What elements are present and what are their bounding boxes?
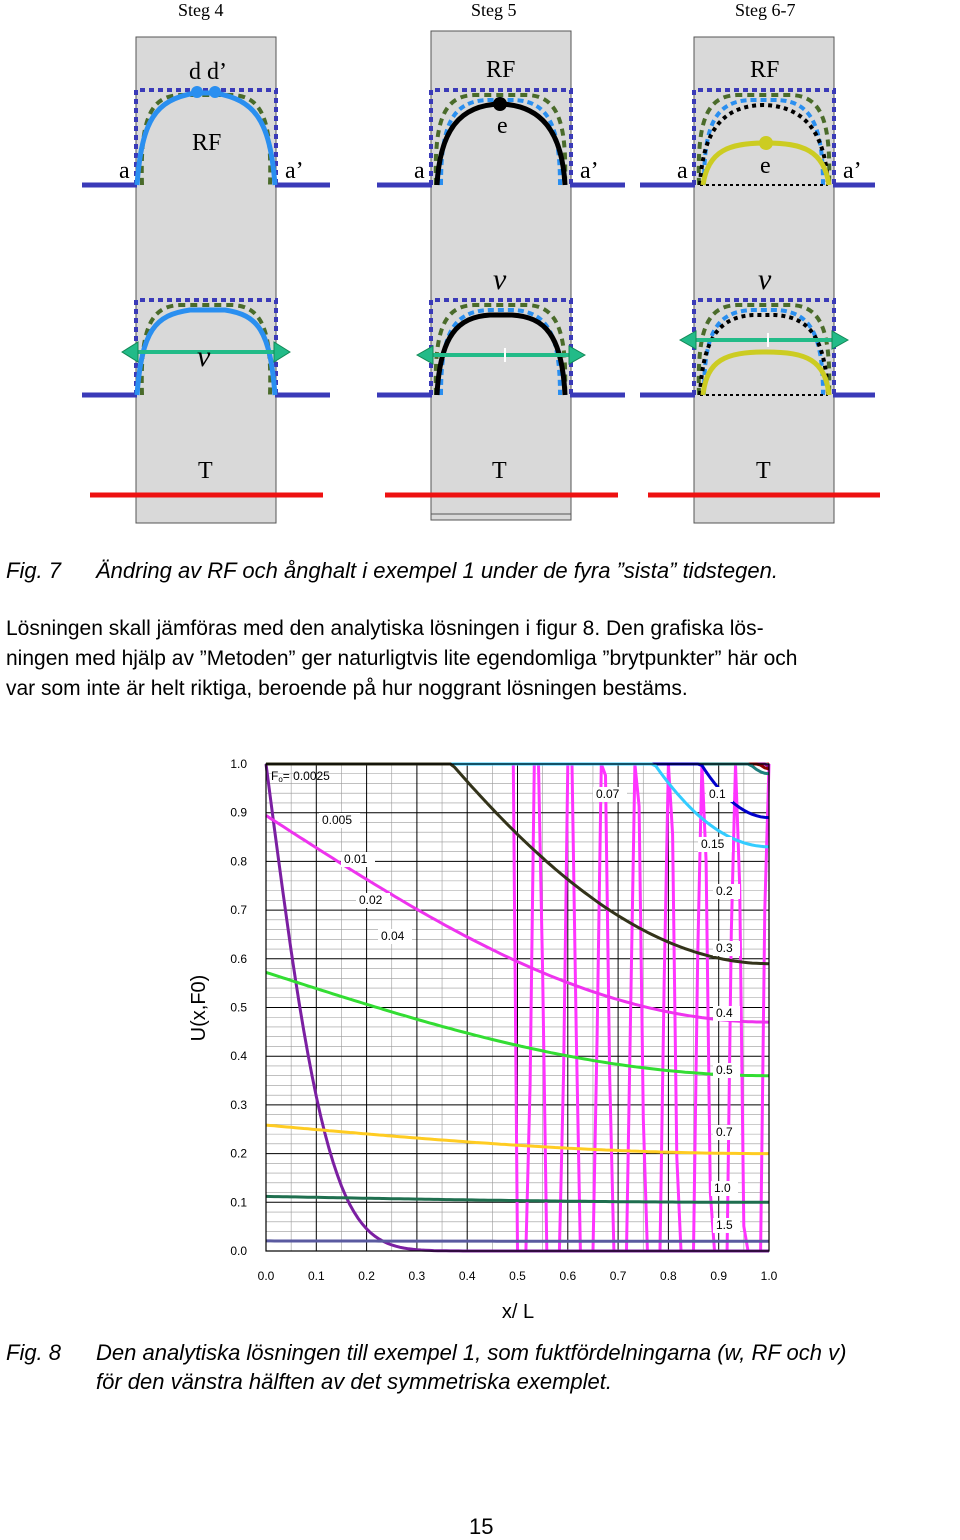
fig8-caption-line-1: Den analytiska lösningen till exempel 1, som fuktfördelningarna (w, RF och v) [96,1340,846,1366]
curve-label: 0.07 [596,787,620,801]
fo-label: Fo= 0.0025 [271,769,330,784]
x-tick-label: 0.3 [409,1269,426,1283]
fig8-caption-number: Fig. 8 [6,1340,61,1366]
fig7-caption-text: Ändring av RF och ånghalt i exempel 1 under de fyra ”sista” tidstegen. [96,558,778,584]
curve-label: 0.5 [716,1063,733,1077]
step-label-5: Steg 5 [471,0,517,21]
paragraph-line-1: Lösningen skall jämföras med den analytiska lösningen i figur 8. Den grafiska lös- [6,614,764,644]
curve-label: 0.3 [716,941,733,955]
y-tick-label: 0.1 [230,1195,247,1209]
x-tick-label: 0.6 [559,1269,576,1283]
y-tick-label: 0.4 [230,1049,247,1063]
curve-label: 0.1 [709,787,726,801]
y-tick-label: 1.0 [230,757,247,771]
panel2-left-label: a [414,158,425,184]
panel3-point-label: e [760,153,771,179]
curve-label: 0.005 [322,813,352,827]
panel2-v-label: v [493,263,507,296]
panel3-v-label: v [758,263,772,296]
panel1-t-label: T [198,458,213,484]
panel2-point-label: e [497,113,508,139]
curve-label: 0.04 [381,929,405,943]
fig7-caption-number: Fig. 7 [6,558,61,584]
fig8-caption-line-2: för den vänstra hälften av det symmetriska exemplet. [96,1369,612,1395]
fig7-diagram [0,25,960,535]
y-tick-label: 0.8 [230,854,247,868]
y-tick-label: 0.0 [230,1244,247,1258]
x-tick-label: 0.7 [610,1269,627,1283]
paragraph-line-3: var som inte är helt riktiga, beroende på hur noggrant lösningen bestäms. [6,674,688,704]
curve-label: 0.4 [716,1006,733,1020]
panel-step4 [82,37,330,523]
curve-label: 0.15 [701,837,725,851]
fig8-chart [180,750,780,1330]
panel1-left-label: a [119,158,130,184]
panel3-top-label: RF [750,57,779,83]
y-tick-label: 0.6 [230,952,247,966]
panel1-v-label: v [197,340,211,373]
curve-label: 1.5 [716,1218,733,1232]
chart-y-axis-label: U(x,F0) [188,975,210,1042]
y-tick-label: 0.3 [230,1098,247,1112]
x-tick-label: 0.4 [459,1269,476,1283]
step-label-4: Steg 4 [178,0,224,21]
panel3-left-label: a [677,158,688,184]
panel1-top-label: d d’ [189,59,227,85]
curve-label: 1.0 [714,1181,731,1195]
curve-label: 0.2 [716,884,733,898]
page-number: 15 [469,1514,493,1540]
x-tick-label: 1.0 [761,1269,778,1283]
paragraph-line-2: ningen med hjälp av ”Metoden” ger naturligtvis lite egendomliga ”brytpunkter” här och [6,644,797,674]
y-tick-label: 0.5 [230,1001,247,1015]
y-tick-label: 0.2 [230,1147,247,1161]
panel2-right-label: a’ [580,158,599,184]
curve-label: 0.7 [716,1125,733,1139]
curve-label: 0.01 [344,852,368,866]
x-tick-label: 0.0 [258,1269,275,1283]
x-tick-label: 0.5 [509,1269,526,1283]
curve-label: 0.02 [359,893,383,907]
panel1-right-label: a’ [285,158,304,184]
panel2-t-label: T [492,458,507,484]
panel2-top-label: RF [486,57,515,83]
x-tick-label: 0.2 [358,1269,375,1283]
panel-step6-7 [640,37,880,523]
panel3-right-label: a’ [843,158,862,184]
x-tick-label: 0.1 [308,1269,325,1283]
x-tick-label: 0.8 [660,1269,677,1283]
step-label-6-7: Steg 6-7 [735,0,796,21]
y-tick-label: 0.7 [230,903,247,917]
chart-x-axis-label: x/ L [502,1301,534,1323]
panel3-t-label: T [756,458,771,484]
chart-y-ticks [230,757,247,1258]
y-tick-label: 0.9 [230,806,247,820]
panel-step5 [377,31,625,520]
panel1-rf-label: RF [192,130,221,156]
chart-x-ticks [258,1269,778,1283]
x-tick-label: 0.9 [710,1269,727,1283]
